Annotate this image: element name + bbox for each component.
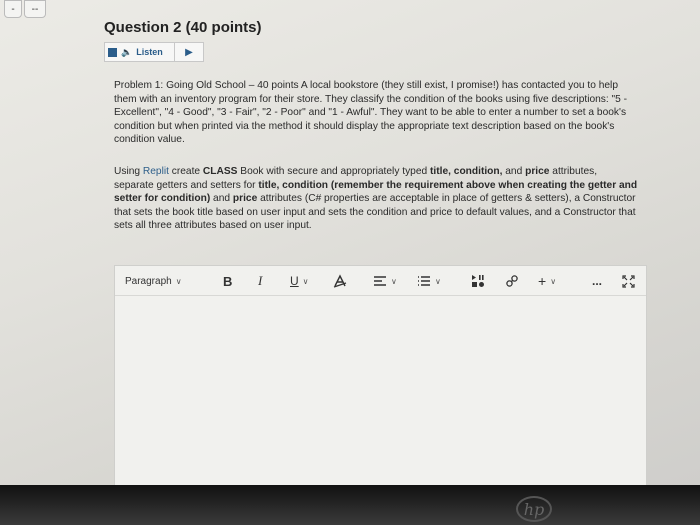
instr-price: price xyxy=(525,165,550,177)
instr-class: CLASS xyxy=(202,165,238,177)
listen-widget[interactable] xyxy=(104,42,204,62)
problem-instructions xyxy=(114,165,638,233)
chevron-down-icon: ∨ xyxy=(391,276,397,286)
listen-button[interactable] xyxy=(105,43,175,61)
bold-button[interactable]: B xyxy=(223,273,233,289)
instr-attrs: title, condition, xyxy=(430,165,503,177)
fullscreen-button[interactable] xyxy=(622,266,635,296)
more-options-button[interactable]: ... xyxy=(592,274,603,288)
align-left-icon xyxy=(373,275,387,287)
plus-icon: + xyxy=(538,273,547,289)
question-content xyxy=(114,79,638,233)
instr-text-e: attributes, separate getters and setters for xyxy=(114,165,598,191)
play-icon[interactable]: ▶ xyxy=(185,46,193,58)
listen-label: Listen xyxy=(136,47,163,57)
instr-text-b: create xyxy=(168,165,203,177)
chevron-down-icon: ∨ xyxy=(175,276,182,286)
problem-description: Problem 1: Going Old School – 40 points A local bookstore (they still exist, I promise!) has contacted you to help them with an inventory program for their store. They classify the condition of the books using five descriptions: "5 - Excellent", "4 - Good", "3 - Fair", "2 - Poor" and "1 - Awful". They want to be able to enter a number to set a book's condition but when printed via the method it should display the appropriate text description based on the book's condition value. xyxy=(114,80,628,146)
align-button[interactable] xyxy=(373,266,397,296)
paragraph-label: Paragraph xyxy=(125,275,172,287)
chevron-down-icon: ∨ xyxy=(435,276,441,286)
instr-text-g: and xyxy=(210,193,233,205)
font-color-icon xyxy=(333,274,347,288)
answer-editor xyxy=(114,265,647,485)
window-button-right[interactable]: -- xyxy=(24,0,46,18)
instr-getters: title, condition (remember the requirement above when creating the getter and setter for condition) xyxy=(114,179,638,205)
editor-toolbar xyxy=(115,266,646,296)
laptop-bezel xyxy=(0,485,700,525)
insert-media-button[interactable] xyxy=(471,266,485,296)
italic-button[interactable]: I xyxy=(258,273,263,288)
instr-text-h: attributes (C# properties are acceptable in place of getters & setters), a Constructor that sets the book title based on user input and sets the condition and price to default values, and a Constructor that sets all three attributes based on user input. xyxy=(114,193,636,232)
instr-text-a: Using xyxy=(114,165,143,177)
list-button[interactable] xyxy=(417,266,441,296)
fullscreen-icon xyxy=(622,275,635,288)
instr-text-d: and xyxy=(502,165,526,177)
instr-price2: price xyxy=(232,193,258,205)
underline-button[interactable] xyxy=(290,266,309,296)
media-icon xyxy=(471,274,485,288)
replit-link[interactable]: Replit xyxy=(142,165,169,177)
chevron-down-icon: ∨ xyxy=(302,276,309,286)
paragraph-format-select[interactable] xyxy=(125,266,182,296)
text-color-icon[interactable] xyxy=(333,266,347,296)
bullet-list-icon xyxy=(417,275,431,287)
answer-text-area[interactable] xyxy=(115,296,646,485)
question-title: Question 2 (40 points) xyxy=(104,19,262,36)
link-button[interactable] xyxy=(505,266,519,296)
underline-label: U xyxy=(290,274,299,288)
hp-logo: hp xyxy=(516,496,552,522)
speaker-icon: 🔈 xyxy=(121,46,133,57)
readspeaker-icon xyxy=(108,48,117,57)
link-icon xyxy=(505,274,519,288)
chevron-down-icon: ∨ xyxy=(550,276,557,286)
instr-text-c: Book with secure and appropriately typed xyxy=(237,165,430,177)
window-button-left[interactable]: - xyxy=(4,0,22,18)
insert-button[interactable] xyxy=(538,266,556,296)
